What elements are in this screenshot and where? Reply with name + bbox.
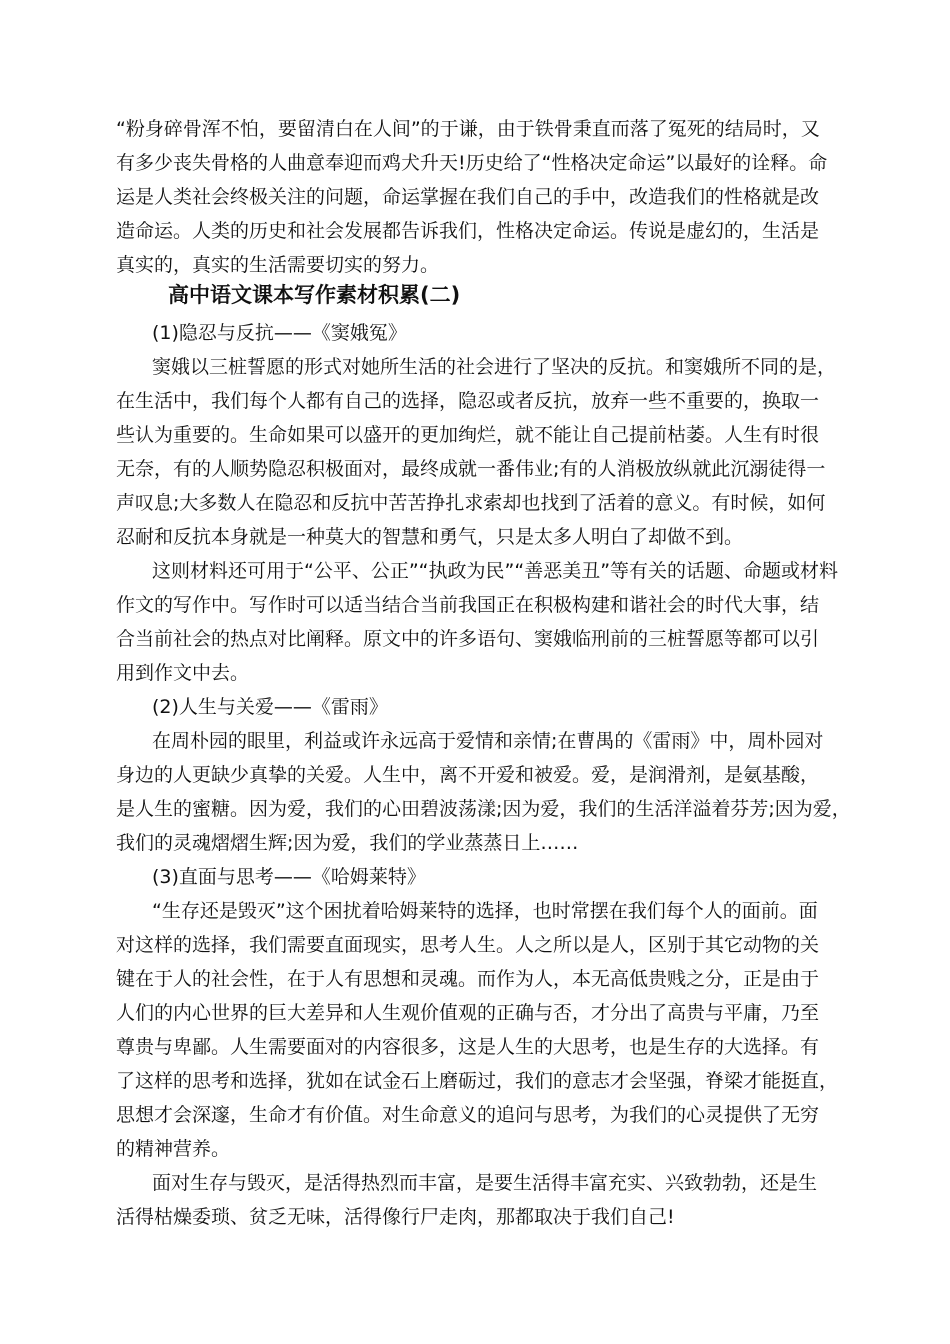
text-line: 的精神营养。 <box>116 1138 231 1160</box>
text-line: 对这样的选择，我们需要直面现实，思考人生。人之所以是人，区别于其它动物的关 <box>116 934 820 956</box>
section-title: 高中语文课本写作素材积累(二) <box>168 283 461 307</box>
text-line: 身边的人更缺少真挚的关爱。人生中，离不开爱和被爱。爱，是润滑剂，是氨基酸， <box>116 764 820 786</box>
text-line: “粉身碎骨浑不怕，要留清白在人间”的于谦，由于铁骨秉直而落了冤死的结局时，又 <box>116 118 820 140</box>
text-line: 面对生存与毁灭，是活得热烈而丰富，是要生活得丰富充实、兴致勃勃，还是生 <box>152 1172 818 1194</box>
text-line: “生存还是毁灭”这个困扰着哈姆莱特的选择，也时常摆在我们每个人的面前。面 <box>152 900 818 922</box>
text-line: 合当前社会的热点对比阐释。原文中的许多语句、窦娥临刑前的三桩誓愿等都可以引 <box>116 628 820 650</box>
text-line: 作文的写作中。写作时可以适当结合当前我国正在积极构建和谐社会的时代大事，结 <box>116 594 820 616</box>
text-line: 我们的灵魂熠熠生辉;因为爱，我们的学业蒸蒸日上…… <box>116 832 579 854</box>
text-line: 尊贵与卑鄙。人生需要面对的内容很多，这是人生的大思考，也是生存的大选择。有 <box>116 1036 820 1058</box>
text-line: 些认为重要的。生命如果可以盛开的更加绚烂，就不能让自己提前枯萎。人生有时很 <box>116 424 820 446</box>
text-line: 人们的内心世界的巨大差异和人生观价值观的正确与否，才分出了高贵与平庸，乃至 <box>116 1002 820 1024</box>
text-line: 是人生的蜜糖。因为爱，我们的心田碧波荡漾;因为爱，我们的生活洋溢着芬芳;因为爱， <box>116 798 851 820</box>
text-line: 这则材料还可用于“公平、公正”“执政为民”“善恶美丑”等有关的话题、命题或材料 <box>152 560 839 582</box>
text-line: 键在于人的社会性，在于人有思想和灵魂。而作为人，本无高低贵贱之分，正是由于 <box>116 968 820 990</box>
text-line: 无奈，有的人顺势隐忍积极面对，最终成就一番伟业;有的人消极放纵就此沉溺徒得一 <box>116 458 826 480</box>
text-line: 造命运。人类的历史和社会发展都告诉我们，性格决定命运。传说是虚幻的，生活是 <box>116 220 820 242</box>
text-line: 用到作文中去。 <box>116 662 250 684</box>
text-line: 在生活中，我们每个人都有自己的选择，隐忍或者反抗，放弃一些不重要的，换取一 <box>116 390 820 412</box>
subheading: (3)直面与思考——《哈姆莱特》 <box>152 866 426 888</box>
text-line: 了这样的思考和选择，犹如在试金石上磨砺过，我们的意志才会坚强，脊梁才能挺直， <box>116 1070 839 1092</box>
text-line: 思想才会深邃，生命才有价值。对生命意义的追问与思考，为我们的心灵提供了无穷 <box>116 1104 820 1126</box>
text-line: 窦娥以三桩誓愿的形式对她所生活的社会进行了坚决的反抗。和窦娥所不同的是， <box>152 356 837 378</box>
text-line: 真实的，真实的生活需要切实的努力。 <box>116 254 440 276</box>
text-line: 运是人类社会终极关注的问题，命运掌握在我们自己的手中，改造我们的性格就是改 <box>116 186 820 208</box>
text-line: 忍耐和反抗本身就是一种莫大的智慧和勇气，只是太多人明白了却做不到。 <box>116 526 744 548</box>
subheading: (1)隐忍与反抗——《窦娥冤》 <box>152 322 407 344</box>
text-line: 声叹息;大多数人在隐忍和反抗中苦苦挣扎求索却也找到了活着的意义。有时候，如何 <box>116 492 826 514</box>
subheading: (2)人生与关爱——《雷雨》 <box>152 696 388 718</box>
text-line: 有多少丧失骨格的人曲意奉迎而鸡犬升天!历史给了“性格决定命运”以最好的诠释。命 <box>116 152 828 174</box>
text-line: 在周朴园的眼里，利益或许永远高于爱情和亲情;在曹禺的《雷雨》中，周朴园对 <box>152 730 824 752</box>
text-line: 活得枯燥委琐、贫乏无味，活得像行尸走肉，那都取决于我们自己! <box>116 1206 675 1228</box>
